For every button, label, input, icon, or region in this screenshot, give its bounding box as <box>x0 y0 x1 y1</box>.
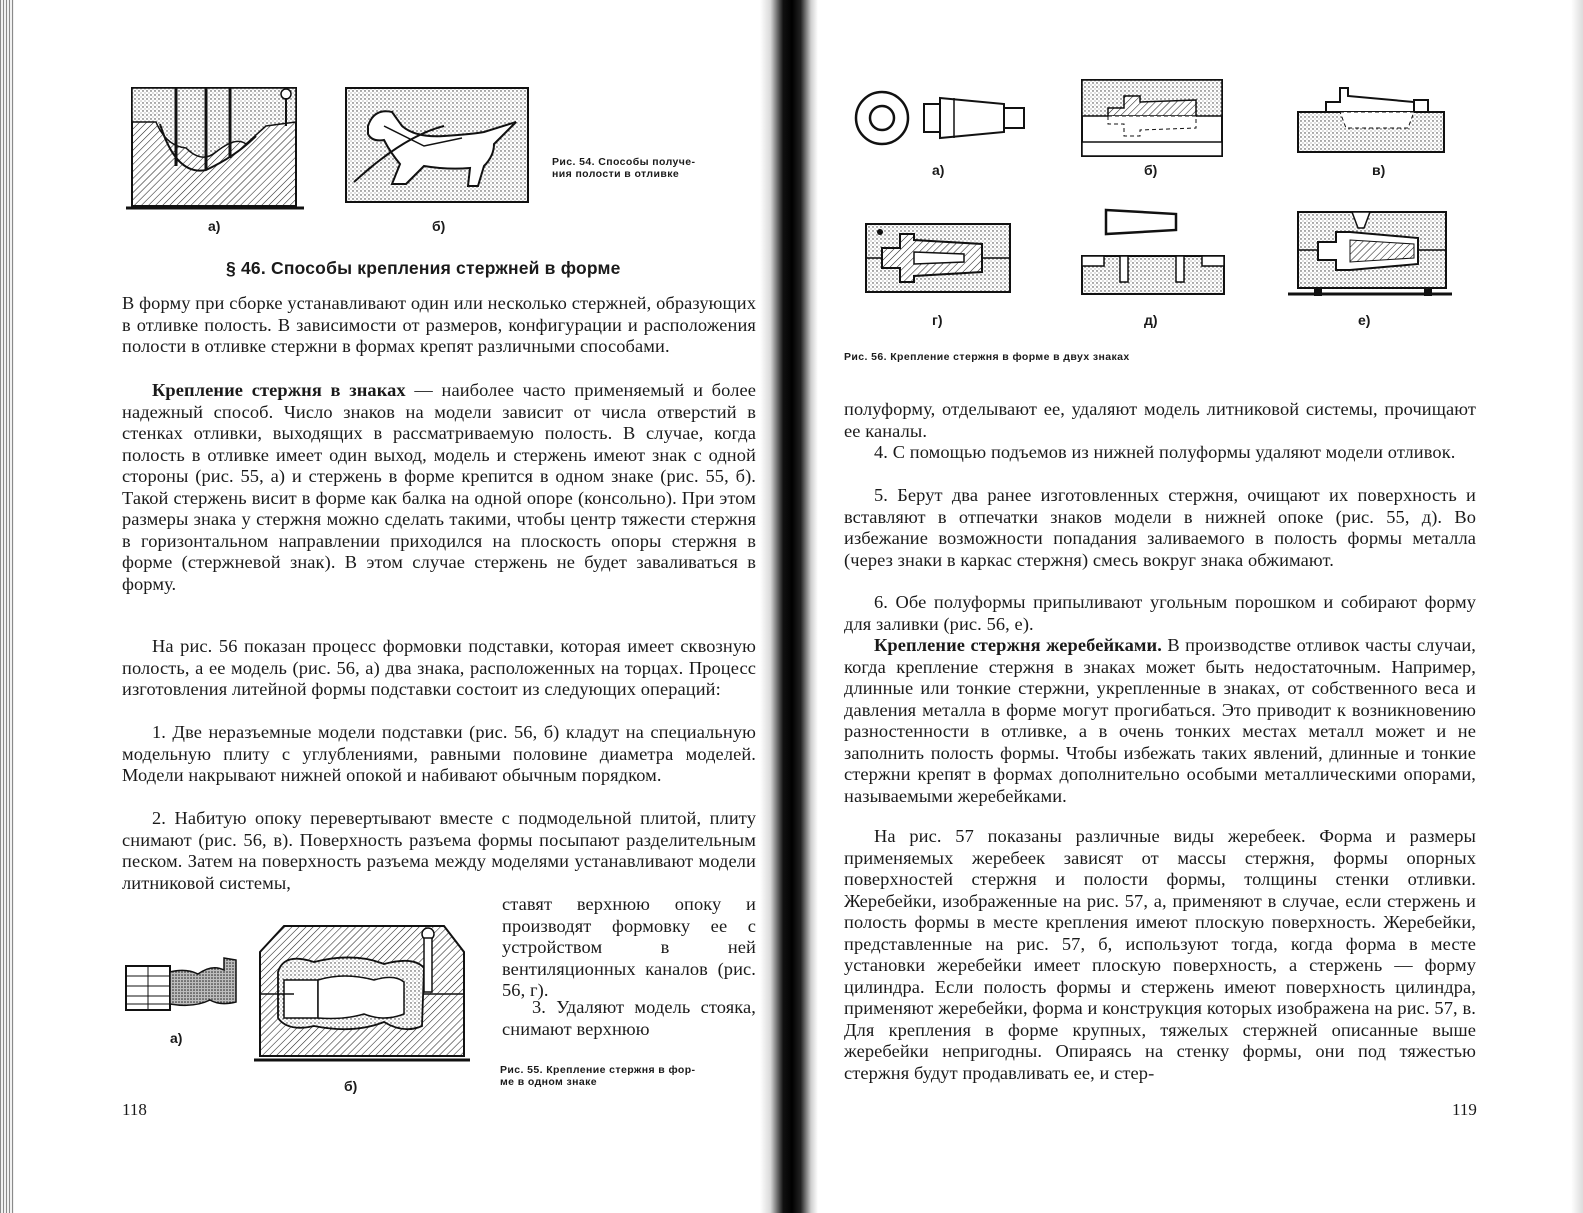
figure-56-label-b: б) <box>1144 162 1158 178</box>
figure-56c <box>1296 84 1446 154</box>
figure-56-label-d: г) <box>932 312 943 328</box>
section-heading: § 46. Способы крепления стержней в форме <box>226 258 621 278</box>
left-paragraph-2-bold: Крепление стержня в знаках <box>152 380 406 400</box>
figure-54a <box>126 86 306 214</box>
right-paragraph-3: 5. Берут два ранее изготовленных стержня, очищают их поверхность и вставляют в отпечатки знаков модели в нижней опоке (рис. 55, д). Во избежание возможности попадания заливаемого в полость формы металла (через знаки в каркас стержня) смесь вокруг знака обжимают. <box>844 485 1476 570</box>
figure-56-label-f: е) <box>1358 312 1371 328</box>
left-paragraph-4: 1. Две неразъемные модели подставки (рис. 56, б) кладут на специальную модельную плиту с углублениями, равными половине диаметра моделей. Модели накрывают нижней опокой и набивают обычным порядком. <box>122 722 756 785</box>
figure-54-caption: Рис. 54. Способы получе- ния полости в отливке <box>552 156 696 180</box>
figure-56-label-a: а) <box>932 162 945 178</box>
figure-56f <box>1288 210 1452 302</box>
figure-56-caption: Рис. 56. Крепление стержня в форме в двух знаках <box>844 351 1130 363</box>
figure-56a <box>854 86 1030 152</box>
right-paragraph-4: 6. Обе полуформы припыливают угольным порошком и собирают форму для заливки (рис. 56, е). <box>844 592 1476 634</box>
figure-56e <box>1080 206 1226 296</box>
figure-56b <box>1080 78 1224 158</box>
left-page <box>118 0 758 1213</box>
right-paragraph-5-bold: Крепление стержня жеребейками. <box>874 635 1162 655</box>
left-paragraph-6: 3. Удаляют модель стояка, снимают верхнюю <box>502 997 756 1039</box>
right-paragraph-5 <box>844 635 1476 807</box>
left-paragraph-2 <box>122 380 756 595</box>
figure-56-label-c: в) <box>1372 162 1386 178</box>
left-paragraph-3: На рис. 56 показан процесс формовки подставки, которая имеет сквозную полость, а ее модель (рис. 56, а) два знака, расположенных на торцах. Процесс изготовления литейной формы подставки состоит из следующих операций: <box>122 636 756 699</box>
figure-56-label-e: д) <box>1144 312 1158 328</box>
book-gutter <box>760 0 818 1213</box>
right-page <box>842 0 1478 1213</box>
figure-55-label-b: б) <box>344 1078 358 1094</box>
page-edge-right <box>1571 0 1583 1213</box>
right-paragraph-2: 4. С помощью подъемов из нижней полуформы удаляют модели отливок. <box>874 442 1456 462</box>
right-paragraph-6: На рис. 57 показаны различные виды жеребеек. Форма и размеры применяемых жеребеек зависят от массы стержня, формы опорных поверхностей стержня и полости формы, толщины стенки отливки. Жеребейки, изображенные на рис. 57, а, применяют в случае, если стержень и полость формы в месте крепления имеют плоскую поверхность. Жеребейки, представленные на рис. 57, б, используют тогда, когда форма в месте установки жеребейки имеет плоскую поверхность, а стержень — форму цилиндра. Если полость формы и стержень имеют поверхность цилиндра, применяют жеребейки, форма и конструкция которых изображена на рис. 57, в. Для крепления в форме крупных, тяжелых стержней описанные выше жеребейки непригодны. Опираясь на стенку формы, они под тяжестью стержня будут продавливать ее, и стер- <box>844 826 1476 1083</box>
figure-54-label-a: а) <box>208 218 221 234</box>
figure-54b <box>344 86 530 204</box>
page-edge-left <box>0 0 14 1213</box>
figure-54-label-b: б) <box>432 218 446 234</box>
figure-55a <box>124 956 244 1020</box>
left-paragraph-2-text: — наиболее часто применяемый и более надежный способ. Число знаков на модели зависит от числа отверстий в стенках отливки, выходящих в рассматриваемую полость. В случае, когда полость в отливке имеет один выход, модель и стержень имеют знак с одной стороны (рис. 55, а) и стержень в форме крепится в одном знаке (рис. 55, б). Такой стержень висит в форме как балка на одной опоре (консольно). При этом размеры знака у стержня можно сделать такими, чтобы центр тяжести стержня в горизонтальном направлении приходился на плоскость опоры стержня в форме (стержневой знак). В этом случае стержень не будет заваливаться в форму. <box>122 380 756 594</box>
figure-55b <box>254 922 470 1064</box>
figure-55-label-a: а) <box>170 1030 183 1046</box>
right-paragraph-5-text: В производстве отливок часты случаи, когда крепление стержня в знаках может быть недостаточным. Например, длинные или тонкие стержни, укрепленные в знаках, от собственного веса и давления металла в форме могут прогибаться. Это приводит к возникновению разностенности в отливке, а в очень тонких местах металл может и не заполнить полость формы. Чтобы избежать таких явлений, длинные и тонкие стержни крепят в формах дополнительно особыми металлическими опорами, называемыми жеребейками. <box>844 635 1476 806</box>
figure-56d <box>864 222 1012 294</box>
figure-55-caption: Рис. 55. Крепление стержня в фор- ме в одном знаке <box>500 1064 696 1088</box>
page-number-left: 118 <box>122 1100 147 1119</box>
right-paragraph-1: полуформу, отделывают ее, удаляют модель литниковой системы, прочищают ее каналы. <box>844 399 1476 441</box>
left-paragraph-1: В форму при сборке устанавливают один или несколько стержней, образующих в отливке полость. В зависимости от размеров, конфигурации и расположения полости в отливке стержни в формах крепят различными способами. <box>122 293 756 356</box>
left-paragraph-5-continued: ставят верхнюю опоку и производят формовку ее с устройством в ней вентиляционных каналов (рис. 56, г). <box>502 894 756 1000</box>
left-paragraph-5: 2. Набитую опоку перевертывают вместе с подмодельной плитой, плиту снимают (рис. 56, в). Поверхность разъема формы посыпают разделительным песком. Затем на поверхность разъема между моделями устанавливают модели литниковой системы, <box>122 808 756 893</box>
page-number-right: 119 <box>1452 1100 1477 1119</box>
